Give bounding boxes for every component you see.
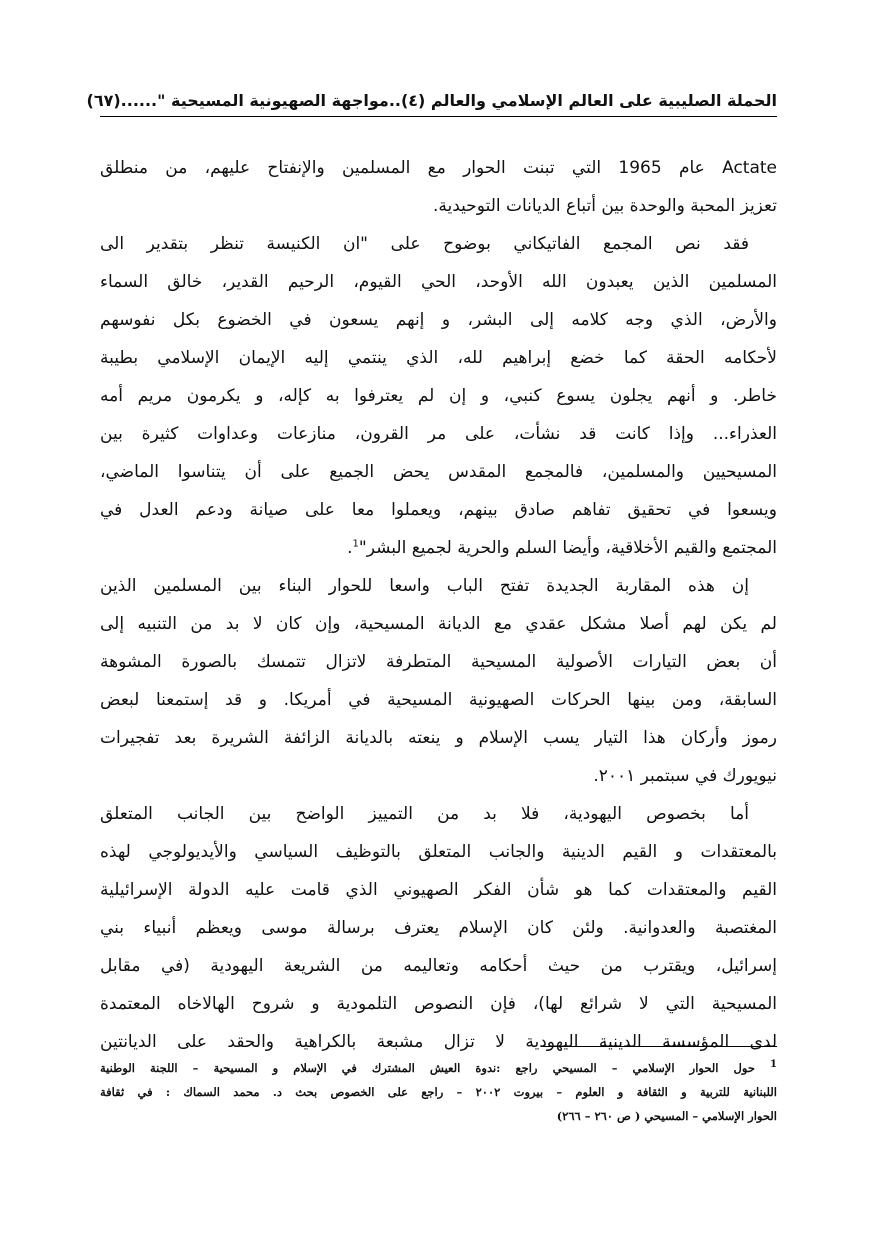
text-line — [100, 301, 777, 339]
text-line: المجتمع والقيم الأخلاقية، وأيضا السلم والحرية لجميع البشر"$^1$. — [347, 538, 777, 558]
body-text — [100, 149, 777, 1061]
line-text: إن هذه المقاربة الجديدة تفتح الباب واسعا للحوار البناء بين المسلمين الذين — [100, 576, 749, 596]
text-line — [100, 605, 777, 643]
page-number: (٦٧) — [86, 91, 121, 110]
text-line — [100, 339, 777, 377]
paragraph — [100, 567, 777, 795]
text-line — [100, 871, 777, 909]
text-line — [100, 567, 777, 605]
line-text: لأحكامه الحقة كما خضع إبراهيم لله، الذي ينتمي إليه الإيمان الإسلامي بطيبة — [100, 348, 777, 368]
line-text: المجتمع والقيم الأخلاقية، وأيضا السلم والحرية لجميع البشر" — [358, 538, 777, 558]
text-line — [100, 491, 777, 529]
footnote-line — [100, 1104, 777, 1128]
text-line — [100, 985, 777, 1023]
text-line — [100, 263, 777, 301]
footnote-number: 1 — [770, 1059, 777, 1071]
text-line — [100, 795, 777, 833]
line-text: فقد نص المجمع الفاتيكاني بوضوح على "ان الكنيسة تنظر بتقدير الى — [100, 234, 749, 254]
running-header — [86, 86, 777, 117]
text-line — [100, 833, 777, 871]
footnote-text: حول الحوار الإسلامي – المسيحي راجع :ندوة العيش المشترك في الإسلام و المسيحية – اللجنة الوطنية — [100, 1061, 755, 1075]
line-text: إسرائيل، ويقترب من حيث أحكامه وتعاليمه من الشريعة اليهودية (في مقابل — [100, 956, 777, 976]
text-line — [100, 453, 777, 491]
line-text: المسيحية التي لا شرائع لها)، فإن النصوص التلمودية و شروح الهالاخاه المعتمدة — [100, 994, 777, 1014]
paragraph — [100, 149, 777, 225]
text-line — [100, 415, 777, 453]
line-text: بالمعتقدات و القيم الدينية والجانب المتعلق بالتوظيف السياسي والأيديولوجي لهذه — [100, 842, 777, 862]
line-text: القيم والمعتقدات كما هو شأن الفكر الصهيوني الذي قامت عليه الدولة الإسرائيلية — [100, 880, 777, 900]
line-text: أما بخصوص اليهودية، فلا بد من التمييز الواضح بين الجانب المتعلق — [100, 804, 749, 824]
line-text: ويسعوا في تحقيق تفاهم صادق بينهم، ويعملوا معا على صيانة ودعم العدل في — [100, 500, 777, 520]
line-text: لم يكن لهم أصلا مشكل عقدي مع الديانة المسيحية، وإن كان لا بد من التنبيه إلى — [100, 614, 777, 634]
line-text: خاطر. و أنهم يجلون يسوع كنبي، و إن لم يعترفوا به كإله، و يكرمون مريم أمه — [100, 386, 777, 406]
text-line — [100, 719, 777, 757]
text-line — [100, 377, 777, 415]
header-title: الحملة الصليبية على العالم الإسلامي والعالم (٤)..مواجهة الصهيونية المسيحية "...... — [120, 91, 777, 110]
paragraph — [100, 225, 777, 567]
text-line — [100, 225, 777, 263]
line-text: لدى المؤسسة الدينية اليهودية لا تزال مشبعة بالكراهية والحقد على الديانتين — [100, 1032, 777, 1052]
footnote-reference[interactable]: 1 — [352, 538, 359, 550]
line-text: رموز وأركان هذا التيار يسب الإسلام و ينعته بالديانة الزائفة الشريرة بعد تفجيرات — [100, 728, 777, 748]
footnotes — [100, 1056, 777, 1128]
line-text: المغتصبة والعدوانية. ولئن كان الإسلام يعترف برسالة موسى ويعظم أنبياء بني — [100, 918, 777, 938]
text-line — [100, 757, 777, 795]
line-text: أن بعض التيارات الأصولية المسيحية المتطرفة لاتزال تتمسك بالصورة المشوهة — [100, 652, 777, 672]
text-line — [100, 149, 777, 187]
text-line — [100, 681, 777, 719]
line-text: المسلمين الذين يعبدون الله الأوحد، الحي القيوم، الرحيم القدير، خالق السماء — [100, 272, 777, 292]
footnote-line — [100, 1080, 777, 1104]
paragraph — [100, 795, 777, 1061]
line-text: Actate عام 1965 التي تبنت الحوار مع المسلمين والإنفتاح عليهم، من منطلق — [100, 158, 777, 178]
line-text: السابقة، ومن بينها الحركات الصهيونية المسيحية في أمريكا. و قد إستمعنا لبعض — [100, 690, 777, 710]
footnote-text: اللبنانية للتربية و الثقافة و العلوم – بيروت ٢٠٠٢ – راجع على الخصوص بحث د. محمد السماك : في ثقافة — [100, 1085, 777, 1099]
footnote-text: الحوار الإسلامي – المسيحي ( ص ٢٦٠ – ٢٦٦) — [556, 1109, 777, 1123]
line-text: المسيحيين والمسلمين، فالمجمع المقدس يحض الجميع على أن يتناسوا الماضي، — [100, 462, 777, 482]
footnote-separator — [542, 1046, 777, 1047]
line-text: والأرض، الذي وجه كلامه إلى البشر، و إنهم يسعون في الخضوع بكل نفوسهم — [100, 310, 777, 330]
text-line — [100, 187, 777, 225]
line-text: العذراء... وإذا كانت قد نشأت، على مر القرون، منازعات وعداوات كثيرة بين — [100, 424, 777, 444]
footnote-line — [100, 1056, 777, 1080]
text-line — [100, 909, 777, 947]
text-line — [100, 643, 777, 681]
line-text: تعزيز المحبة والوحدة بين أتباع الديانات التوحيدية. — [432, 196, 777, 216]
text-line — [100, 947, 777, 985]
line-text: نيويورك في سبتمبر ٢٠٠١. — [593, 766, 777, 786]
